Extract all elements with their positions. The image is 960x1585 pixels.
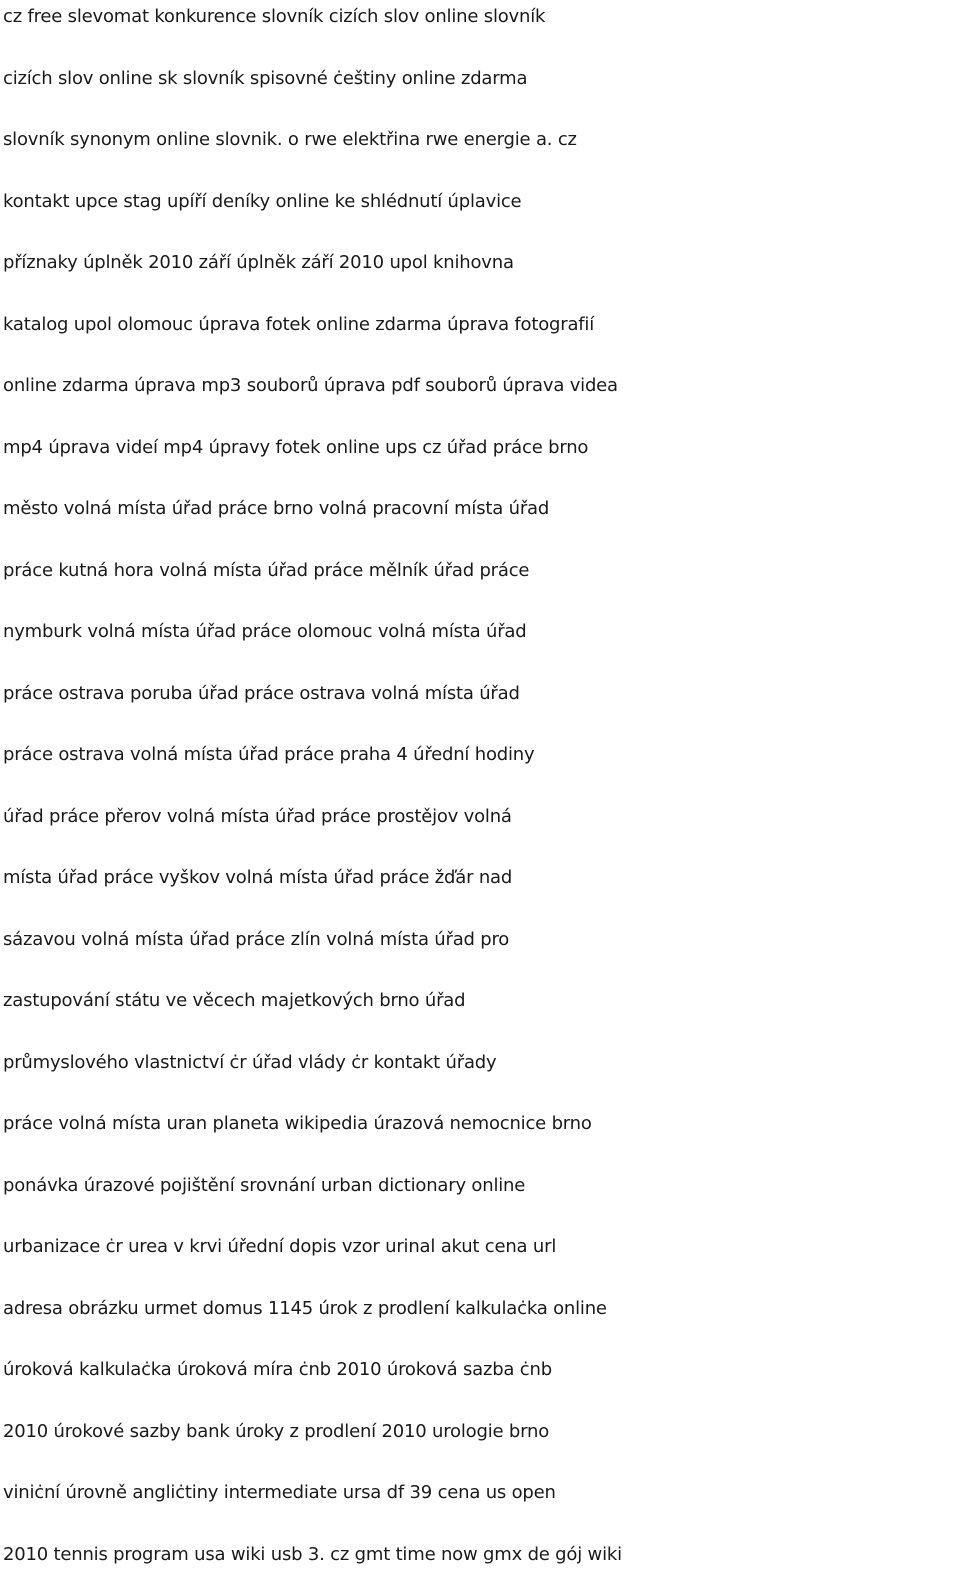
text-line: příznaky úplněk 2010 září úplněk září 2010 upol knihovna bbox=[3, 252, 514, 273]
text-line: práce volná místa uran planeta wikipedia úrazová nemocnice brno bbox=[3, 1113, 592, 1134]
text-line: urbanizace ċr urea v krvi úřední dopis vzor urinal akut cena url bbox=[3, 1236, 557, 1257]
text-line: 2010 tennis program usa wiki usb 3. cz gmt time now gmx de gój wiki bbox=[3, 1543, 622, 1565]
text-line: město volná místa úřad práce brno volná pracovní místa úřad bbox=[3, 498, 550, 519]
text-line: nymburk volná místa úřad práce olomouc volná místa úřad bbox=[3, 621, 527, 642]
text-line: úroková kalkulaċka úroková míra ċnb 2010 úroková sazba ċnb bbox=[3, 1359, 552, 1380]
text-line: kontakt upce stag upíří deníky online ke shlédnutí úplavice bbox=[3, 190, 522, 212]
text-line: online zdarma úprava mp3 souborů úprava pdf souborů úprava videa bbox=[3, 375, 618, 396]
text-line: cz free slevomat konkurence slovník cizích slov online slovník bbox=[3, 6, 546, 27]
text-line: ponávka úrazové pojištění srovnání urban dictionary online bbox=[3, 1174, 526, 1196]
text-line: cizích slov online sk slovník spisovné ċeštiny online zdarma bbox=[3, 67, 528, 89]
text-line: práce kutná hora volná místa úřad práce mělník úřad práce bbox=[3, 559, 530, 581]
text-line: viniċní úrovně angliċtiny intermediate ursa df 39 cena us open bbox=[3, 1482, 556, 1503]
text-line: mp4 úprava videí mp4 úpravy fotek online ups cz úřad práce brno bbox=[3, 436, 589, 458]
text-line: práce ostrava poruba úřad práce ostrava volná místa úřad bbox=[3, 682, 520, 704]
text-line: práce ostrava volná místa úřad práce praha 4 úřední hodiny bbox=[3, 744, 535, 765]
document-page bbox=[3, 0, 958, 1585]
text-line: katalog upol olomouc úprava fotek online zdarma úprava fotografií bbox=[3, 313, 595, 335]
text-line: sázavou volná místa úřad práce zlín volná místa úřad pro bbox=[3, 928, 510, 950]
text-line: místa úřad práce vyškov volná místa úřad práce žďár nad bbox=[3, 867, 513, 888]
text-line: průmyslového vlastnictví ċr úřad vlády ċr kontakt úřady bbox=[3, 1051, 497, 1073]
text-line: adresa obrázku urmet domus 1145 úrok z prodlení kalkulaċka online bbox=[3, 1297, 607, 1319]
text-line: slovník synonym online slovnik. o rwe elektřina rwe energie a. cz bbox=[3, 129, 577, 150]
text-line: úřad práce přerov volná místa úřad práce prostějov volná bbox=[3, 805, 512, 827]
text-line: zastupování státu ve věcech majetkových brno úřad bbox=[3, 990, 466, 1011]
text-line: 2010 úrokové sazby bank úroky z prodlení 2010 urologie brno bbox=[3, 1420, 550, 1442]
